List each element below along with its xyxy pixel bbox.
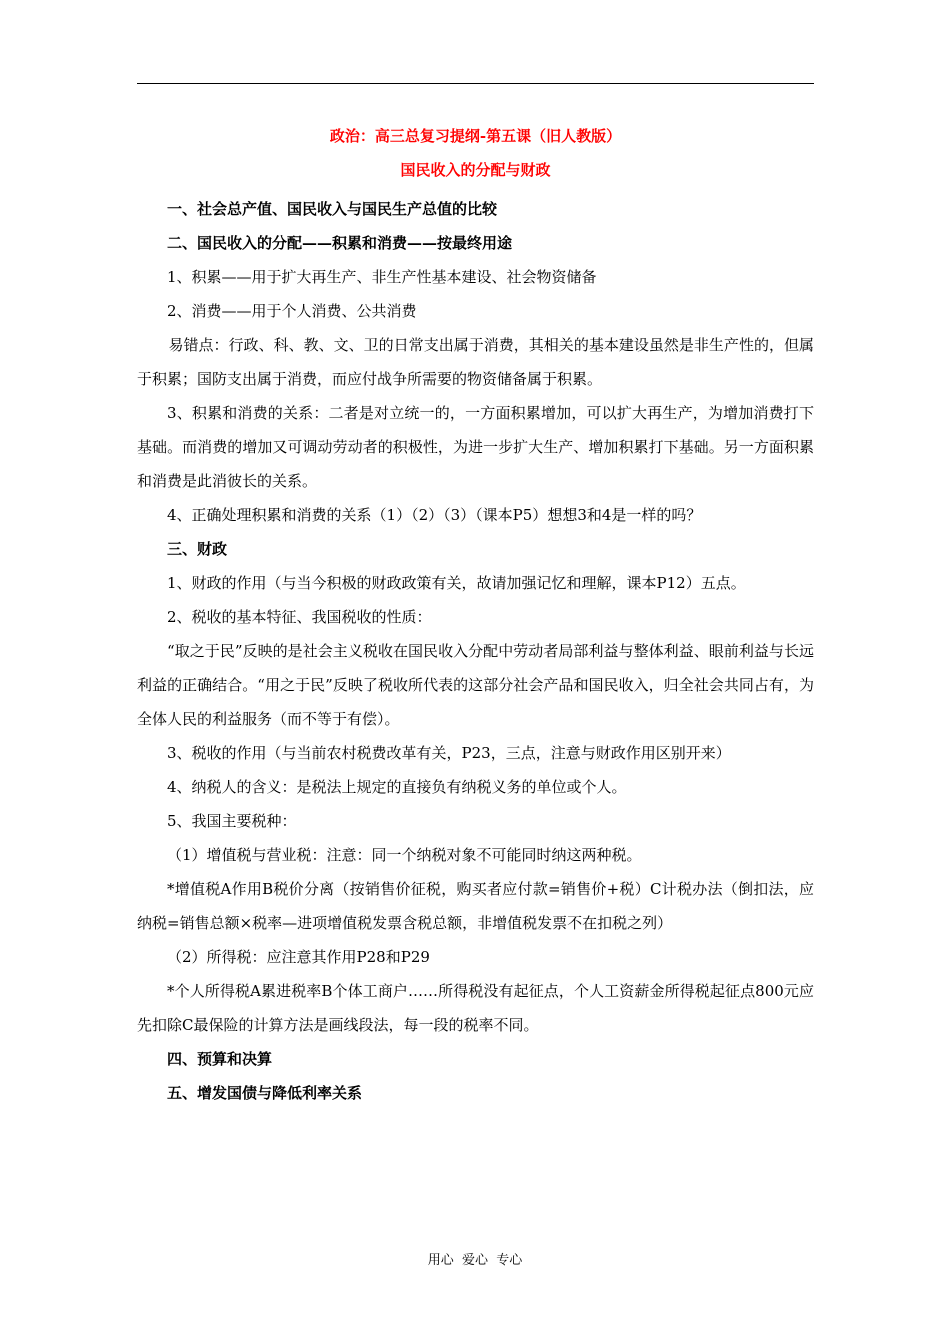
body-paragraph: 1、财政的作用（与当今积极的财政政策有关，故请加强记忆和理解，课本P12）五点。: [167, 574, 746, 592]
body-paragraph: 4、纳税人的含义：是税法上规定的直接负有纳税义务的单位或个人。: [167, 778, 627, 796]
section-heading: 一、社会总产值、国民收入与国民生产总值的比较: [167, 200, 498, 218]
body-paragraph: 3、税收的作用（与当前农村税费改革有关，P23，三点，注意与财政作用区别开来）: [167, 744, 731, 762]
page-footer: 用心 爱心 专心: [427, 1253, 523, 1268]
document-subtitle: 国民收入的分配与财政: [400, 161, 551, 179]
body-paragraph: 2、税收的基本特征、我国税收的性质：: [167, 608, 432, 626]
body-paragraph: （1）增值税与营业税：注意：同一个纳税对象不可能同时纳这两种税。: [167, 846, 642, 864]
body-paragraph: 1、积累——用于扩大再生产、非生产性基本建设、社会物资储备: [167, 268, 597, 286]
body-paragraph: 5、我国主要税种：: [167, 812, 297, 830]
body-paragraph: *增值税A作用B税价分离（按销售价征税，购买者应付款=销售价+税）C计税办法（倒扣法，应纳税=销售总额×税率—进项增值税发票含税总额，非增值税发票不在扣税之列）: [137, 880, 814, 932]
header-rule: [137, 83, 814, 84]
body-paragraph: 2、消费——用于个人消费、公共消费: [167, 302, 417, 320]
section-heading: 三、财政: [167, 540, 228, 558]
section-heading: 四、预算和决算: [167, 1050, 273, 1068]
body-paragraph: 3、积累和消费的关系：二者是对立统一的，一方面积累增加，可以扩大再生产，为增加消费打下基础。而消费的增加又可调动劳动者的积极性，为进一步扩大生产、增加积累打下基础。另一方面积累和消费是此消彼长的关系。: [137, 404, 814, 490]
body-paragraph: 易错点：行政、科、教、文、卫的日常支出属于消费，其相关的基本建设虽然是非生产性的，但属于积累；国防支出属于消费，而应付战争所需要的物资储备属于积累。: [137, 336, 814, 388]
section-heading: 二、国民收入的分配——积累和消费——按最终用途: [167, 234, 513, 252]
body-paragraph: *个人所得税A累进税率B个体工商户……所得税没有起征点，个人工资薪金所得税起征点800元应先扣除C最保险的计算方法是画线段法，每一段的税率不同。: [137, 982, 814, 1034]
body-paragraph: “取之于民”反映的是社会主义税收在国民收入分配中劳动者局部利益与整体利益、眼前利益与长远利益的正确结合。“用之于民”反映了税收所代表的这部分社会产品和国民收入，归全社会共同占有，为全体人民的利益服务（而不等于有偿）。: [137, 642, 814, 728]
body-paragraph: 4、正确处理积累和消费的关系（1）（2）（3）（课本P5）想想3和4是一样的吗？: [167, 506, 702, 524]
section-heading: 五、增发国债与降低利率关系: [167, 1084, 363, 1102]
body-paragraph: （2）所得税：应注意其作用P28和P29: [167, 948, 430, 966]
document-body: [137, 192, 814, 1110]
document-title: 政治：高三总复习提纲-第五课（旧人教版）: [329, 127, 622, 145]
